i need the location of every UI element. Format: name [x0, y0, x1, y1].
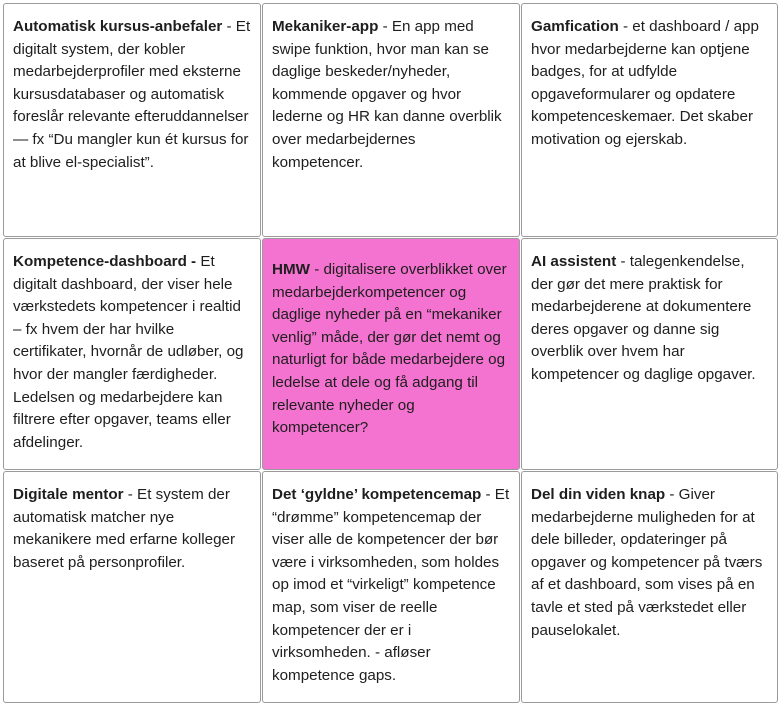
- card-body: - Giver medarbejderne muligheden for at dele billeder, opdateringer på opgaver og kompetencer på tværs af et dashboard, som vises på en tavle et sted på værkstedet eller pauselokalet.: [531, 486, 763, 639]
- idea-card-kompetence-dashboard[interactable]: [3, 238, 261, 470]
- card-title: Det ‘gyldne’ kompetencemap: [272, 486, 482, 503]
- idea-card-del-din-viden[interactable]: [521, 471, 778, 703]
- idea-card-ai-assistent[interactable]: [521, 238, 778, 470]
- idea-card-mekaniker-app[interactable]: [262, 3, 520, 237]
- card-body: - Et “drømme” kompetencemap der viser alle de kompetencer der bør være i virksomheden, som holdes op imod et “virkeligt” kompetence map, som viser de reelle kompetencer der er i virksomheden. - afløser kompetence gaps.: [272, 486, 510, 684]
- card-title: Kompetence-dashboard -: [13, 253, 197, 270]
- card-body: - digitalisere overblikket over medarbejderkompetencer og daglige nyheder på en “mekaniker venlig” måde, der gør det nemt og naturligt for både medarbejdere og ledelse at dele og få adgang til relevante nyheder og kompetencer?: [272, 261, 507, 437]
- idea-board: [3, 3, 779, 704]
- card-body: - Et system der automatisk matcher nye mekanikere med erfarne kolleger baseret på personprofiler.: [13, 486, 236, 571]
- card-body: - Et digitalt system, der kobler medarbejderprofiler med eksterne kursusdatabaser og automatisk foreslår relevante efteruddannelser — fx “Du mangler kun ét kursus for at blive el-specialist”.: [13, 18, 251, 171]
- card-title: Del din viden knap: [531, 486, 666, 503]
- card-title: Digitale mentor: [13, 486, 124, 503]
- card-body: - et dashboard / app hvor medarbejderne kan optjene badges, for at udfylde opgaveformularer og opdatere kompetenceskemaer. Det skaber motivation og ejerskab.: [531, 18, 759, 148]
- hmw-center-card[interactable]: [262, 238, 520, 470]
- idea-card-kursus-anbefaler[interactable]: [3, 3, 261, 237]
- card-title: AI assistent: [531, 253, 617, 270]
- idea-card-gyldne-kompetencemap[interactable]: [262, 471, 520, 703]
- card-title: Automatisk kursus-anbefaler: [13, 18, 223, 35]
- card-body: Et digitalt dashboard, der viser hele værkstedets kompetencer i realtid – fx hvem der har hvilke certifikater, hvornår de udløber, og hvor der mangler færdigheder. Ledelsen og medarbejdere kan filtrere efter opgaver, teams eller afdelinger.: [13, 253, 244, 451]
- card-title: HMW: [272, 261, 310, 278]
- card-title: Gamfication: [531, 18, 619, 35]
- idea-card-gamification[interactable]: [521, 3, 778, 237]
- card-body: - talegenkendelse, der gør det mere praktisk for medarbejderene at dokumentere deres opgaver og danne sig overblik over hvem har kompetencer og daglige opgaver.: [531, 253, 756, 383]
- card-body: - En app med swipe funktion, hvor man kan se daglige beskeder/nyheder, kommende opgaver og hvor lederne og HR kan danne overblik over medarbejdernes kompetencer.: [272, 18, 502, 171]
- idea-card-digitale-mentor[interactable]: [3, 471, 261, 703]
- card-title: Mekaniker-app: [272, 18, 379, 35]
